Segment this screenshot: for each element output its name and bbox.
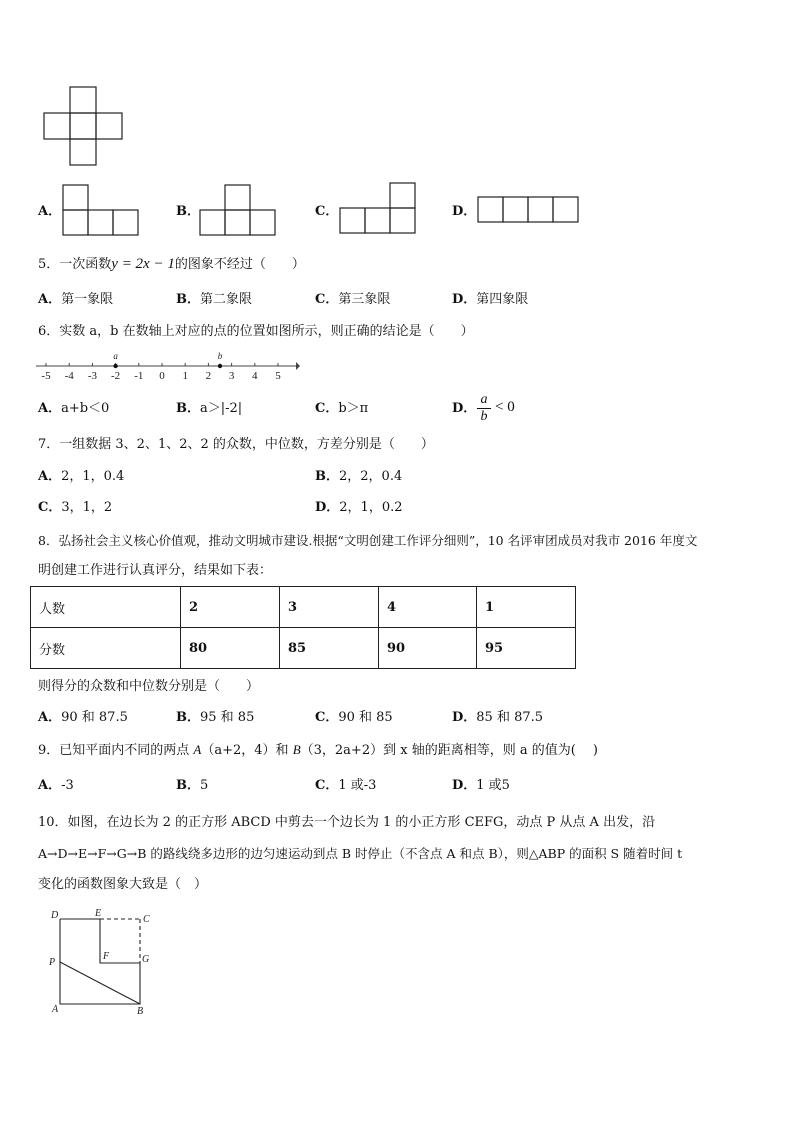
figure-label-b: B [137, 1006, 144, 1017]
q5-option-c[interactable] [315, 292, 390, 308]
figure-label-g: G [142, 954, 150, 965]
point-a-label: a [113, 351, 118, 361]
fraction-denominator: b [480, 409, 488, 424]
option-label: B． [315, 469, 339, 484]
q4-option-a-figure [60, 183, 140, 237]
table-cell: 3 [280, 587, 379, 628]
table-cell: 2 [181, 587, 280, 628]
option-label: C． [315, 204, 339, 219]
option-label: A． [38, 469, 62, 484]
option-text: b＞π [338, 401, 369, 416]
q5-stem [38, 256, 305, 273]
point-b-label: b [217, 351, 223, 361]
q10-stem-line3: 变化的函数图象大致是（ ） [38, 877, 208, 892]
option-text: 第三象限 [338, 292, 391, 307]
q10-geometry-figure [44, 905, 164, 1017]
q4-option-c-figure [338, 181, 418, 237]
q4-option-b[interactable] [176, 204, 200, 220]
option-text: 90 和 85 [338, 710, 393, 725]
q6-stem: 6．实数 a，b 在数轴上对应的点的位置如图所示，则正确的结论是（ ） [38, 324, 474, 339]
q5-stem-pre: 5．一次函数 [38, 257, 112, 272]
tick-label: 5 [275, 370, 281, 382]
q4-option-d[interactable] [452, 204, 476, 220]
tick-label: 0 [159, 370, 165, 382]
option-label: C． [38, 500, 62, 515]
q5-equation: y = 2x − 1 [111, 256, 175, 272]
q9-coord-b: （3，2a+2） [300, 743, 384, 758]
q8-stem-line1: 8．弘扬社会主义核心价值观，推动文明城市建设.根据“文明创建工作评分细则”，10 名评审团成员对我市 2016 年度文 [38, 533, 698, 548]
q5-option-b[interactable] [176, 292, 252, 308]
q7-option-b[interactable] [315, 469, 402, 485]
q4-option-a[interactable] [38, 204, 61, 220]
option-label: B． [176, 292, 200, 307]
option-text: 90 和 87.5 [61, 710, 128, 725]
option-label: A． [38, 710, 62, 725]
option-text: a＞|-2| [200, 401, 243, 416]
figure-label-f: F [103, 951, 110, 962]
table-row [31, 587, 576, 628]
table-row [31, 628, 576, 669]
option-text: -3 [61, 778, 74, 793]
option-label: B． [176, 710, 200, 725]
q5-option-d[interactable] [452, 292, 528, 308]
option-text: 1 或-3 [338, 778, 377, 793]
option-label: A． [38, 778, 62, 793]
q9-stem-part: 9．已知平面内不同的两点 [38, 743, 194, 758]
tick-label: 4 [252, 370, 258, 382]
table-cell: 80 [181, 628, 280, 669]
point-a-dot [113, 364, 117, 368]
tick-label: 2 [205, 370, 212, 382]
q5-stem-post: 的图象不经过（ ） [174, 257, 305, 272]
option-label: B． [176, 204, 200, 219]
tick-label: -4 [64, 370, 74, 382]
table-cell: 人数 [31, 587, 181, 628]
option-label: D． [315, 500, 340, 515]
option-text: 第一象限 [61, 292, 114, 307]
q4-option-b-figure [198, 183, 278, 237]
figure-label-c: C [143, 914, 150, 925]
table-cell: 1 [477, 587, 576, 628]
tick-label: -1 [134, 370, 144, 382]
q4-option-c[interactable] [315, 204, 338, 220]
figure-label-e: E [95, 908, 102, 919]
table-cell: 95 [477, 628, 576, 669]
point-b-dot [218, 364, 222, 368]
q6-option-d-relation: < 0 [495, 399, 515, 415]
q6-option-c[interactable] [315, 401, 368, 417]
q6-option-b[interactable] [176, 401, 242, 417]
option-text: 2，1，0.2 [339, 500, 403, 515]
figure-label-p: P [49, 957, 56, 968]
q6-option-d[interactable] [452, 401, 476, 417]
tick-label: -3 [87, 370, 97, 382]
table-cell: 4 [379, 587, 477, 628]
q7-option-d[interactable] [315, 500, 403, 516]
q7-option-a[interactable] [38, 469, 124, 485]
option-text: 95 和 85 [200, 710, 255, 725]
table-cell: 85 [280, 628, 379, 669]
q6-option-a[interactable] [38, 401, 109, 417]
q4-option-d-figure [475, 195, 581, 225]
option-text: a+b＜0 [61, 401, 110, 416]
option-text: 1 或5 [476, 778, 510, 793]
q10-stem-line2: A→D→E→F→G→B 的路线绕多边形的边匀速运动到点 B 时停止（不含点 A 和点 B），则△ABP 的面积 S 随着时间 t [38, 846, 683, 861]
figure-label-d: D [51, 910, 59, 921]
tick-label: 3 [228, 370, 235, 382]
q9-stem [38, 742, 598, 759]
option-label: D． [452, 401, 477, 416]
option-label: C． [315, 292, 339, 307]
tick-label: -2 [111, 370, 121, 382]
q9-point-a: A [193, 742, 202, 757]
option-label: A． [38, 401, 62, 416]
q8-option-b[interactable] [176, 710, 254, 726]
option-label: D． [452, 710, 477, 725]
axis-arrow [296, 362, 300, 370]
q8-option-a[interactable] [38, 710, 128, 726]
fraction-numerator: a [480, 392, 488, 407]
figure-label-a: A [52, 1004, 59, 1015]
q9-point-b: B [292, 742, 301, 757]
option-label: C． [315, 401, 339, 416]
tick-label: -5 [41, 370, 51, 382]
option-label: D． [452, 292, 477, 307]
option-label: B． [176, 778, 200, 793]
option-label: B． [176, 401, 200, 416]
q9-option-c[interactable] [315, 778, 376, 794]
option-text: 第四象限 [476, 292, 529, 307]
option-label: D． [452, 778, 477, 793]
q6-number-line [34, 346, 300, 382]
q9-option-a[interactable] [38, 778, 74, 794]
option-label: A． [38, 292, 62, 307]
option-text: 2，1，0.4 [61, 469, 125, 484]
q6-option-d-fraction [477, 393, 491, 424]
option-text: 第二象限 [200, 292, 253, 307]
q8-stem-line2: 明创建工作进行认真评分，结果如下表： [38, 563, 273, 578]
q9-stem-part: 到 x 轴的距离相等，则 a 的值为( ) [383, 743, 598, 758]
option-label: A． [38, 204, 62, 219]
table-cell: 分数 [31, 628, 181, 669]
q9-stem-part: 和 [275, 743, 293, 758]
option-text: 3，1，2 [61, 500, 113, 515]
q10-stem-line1: 10．如图，在边长为 2 的正方形 ABCD 中剪去一个边长为 1 的小正方形 CEFG，动点 P 从点 A 出发，沿 [38, 815, 656, 830]
option-text: 2，2，0.4 [339, 469, 403, 484]
q9-option-b[interactable] [176, 778, 208, 794]
q9-coord-a: （a+2，4） [201, 743, 276, 758]
option-text: 5 [200, 778, 209, 793]
q7-stem: 7．一组数据 3、2、1、2、2 的众数，中位数，方差分别是（ ） [38, 437, 434, 452]
table-cell: 90 [379, 628, 477, 669]
q7-option-c[interactable] [38, 500, 112, 516]
q8-option-c[interactable] [315, 710, 393, 726]
option-label: C． [315, 710, 339, 725]
q8-score-table [30, 586, 576, 669]
q4-net-figure [36, 84, 130, 170]
q5-option-a[interactable] [38, 292, 113, 308]
option-text: 85 和 87.5 [476, 710, 544, 725]
tick-label: 1 [182, 370, 188, 382]
q8-followup: 则得分的众数和中位数分别是（ ） [38, 679, 260, 694]
q8-option-d[interactable] [452, 710, 543, 726]
option-label: D． [452, 204, 477, 219]
q9-option-d[interactable] [452, 778, 510, 794]
option-label: C． [315, 778, 339, 793]
